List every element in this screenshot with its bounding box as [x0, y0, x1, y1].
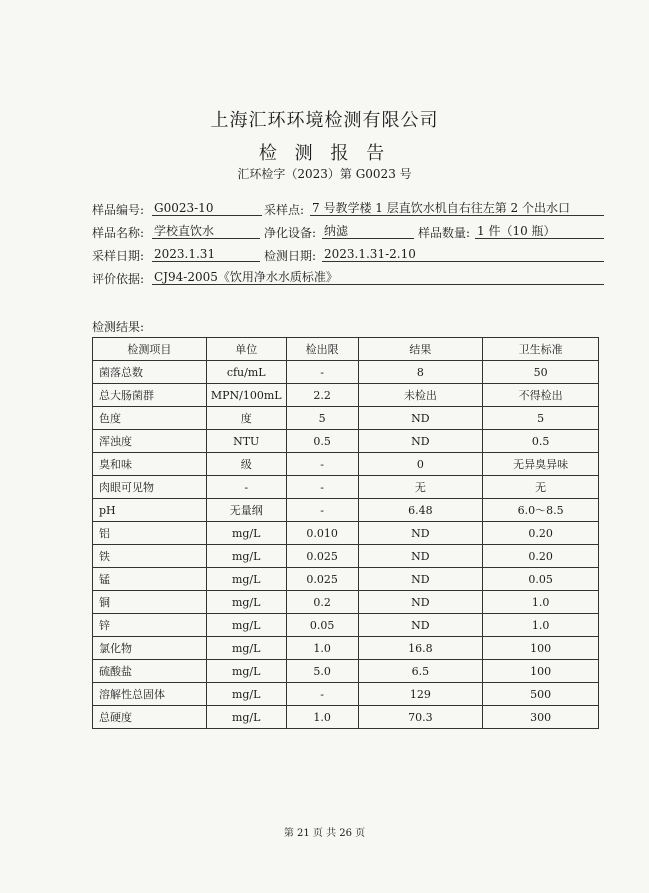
table-row: [93, 522, 599, 545]
cell-result: 0: [358, 453, 483, 476]
cell-result: 129: [358, 683, 483, 706]
cell-detection-limit: -: [286, 499, 358, 522]
cell-unit: mg/L: [206, 591, 286, 614]
cell-standard: 0.05: [483, 568, 599, 591]
table-row: [93, 568, 599, 591]
cell-item: 总硬度: [93, 706, 207, 729]
cell-detection-limit: 2.2: [286, 384, 358, 407]
cell-standard: 不得检出: [483, 384, 599, 407]
header-unit: 单位: [206, 338, 286, 361]
cell-unit: NTU: [206, 430, 286, 453]
basis-value: CJ94-2005《饮用净水水质标准》: [152, 270, 604, 285]
table-row: [93, 660, 599, 683]
cell-result: 8: [358, 361, 483, 384]
cell-detection-limit: 0.05: [286, 614, 358, 637]
cell-item: pH: [93, 499, 207, 522]
sampling-point-label: 采样点:: [264, 203, 305, 217]
company-name: 上海汇环环境检测有限公司: [210, 110, 439, 131]
cell-detection-limit: -: [286, 361, 358, 384]
cell-result: ND: [358, 430, 483, 453]
table-row: [93, 384, 599, 407]
cell-standard: 100: [483, 637, 599, 660]
cell-result: ND: [358, 568, 483, 591]
table-row: [93, 706, 599, 729]
cell-unit: 无量纲: [206, 499, 286, 522]
sample-name-value: 学校直饮水: [152, 224, 260, 239]
cell-standard: 无: [483, 476, 599, 499]
cell-item: 溶解性总固体: [93, 683, 207, 706]
cell-detection-limit: 0.025: [286, 568, 358, 591]
sample-name-label: 样品名称:: [92, 226, 145, 240]
cell-item: 氯化物: [93, 637, 207, 660]
header-standard: 卫生标准: [483, 338, 599, 361]
table-row: [93, 407, 599, 430]
cell-standard: 6.0～8.5: [483, 499, 599, 522]
table-row: [93, 545, 599, 568]
cell-unit: mg/L: [206, 522, 286, 545]
header-result: 结果: [358, 338, 483, 361]
cell-detection-limit: 5: [286, 407, 358, 430]
results-table: [92, 337, 599, 729]
cell-standard: 300: [483, 706, 599, 729]
cell-result: ND: [358, 522, 483, 545]
cell-detection-limit: -: [286, 683, 358, 706]
cell-standard: 50: [483, 361, 599, 384]
table-row: [93, 637, 599, 660]
report-number: 汇环检字（2023）第 G0023 号: [237, 167, 412, 181]
cell-result: 6.5: [358, 660, 483, 683]
cell-detection-limit: -: [286, 453, 358, 476]
cell-unit: 级: [206, 453, 286, 476]
cell-standard: 1.0: [483, 614, 599, 637]
cell-detection-limit: 0.025: [286, 545, 358, 568]
header-detection-limit: 检出限: [286, 338, 358, 361]
cell-standard: 0.5: [483, 430, 599, 453]
cell-item: 臭和味: [93, 453, 207, 476]
cell-standard: 5: [483, 407, 599, 430]
cell-result: ND: [358, 407, 483, 430]
cell-unit: mg/L: [206, 706, 286, 729]
table-header-row: [93, 338, 599, 361]
sample-no-label: 样品编号:: [92, 203, 145, 217]
cell-detection-limit: 1.0: [286, 637, 358, 660]
cell-result: ND: [358, 591, 483, 614]
sample-no-value: G0023-10: [152, 201, 262, 216]
cell-item: 浑浊度: [93, 430, 207, 453]
cell-unit: mg/L: [206, 614, 286, 637]
table-row: [93, 683, 599, 706]
cell-item: 铁: [93, 545, 207, 568]
cell-standard: 0.20: [483, 522, 599, 545]
quantity-value: 1 件（10 瓶）: [475, 224, 604, 239]
cell-item: 色度: [93, 407, 207, 430]
sampling-point-value: 7 号教学楼 1 层直饮水机自右往左第 2 个出水口: [310, 201, 604, 216]
cell-standard: 0.20: [483, 545, 599, 568]
table-row: [93, 361, 599, 384]
cell-unit: mg/L: [206, 568, 286, 591]
cell-result: 70.3: [358, 706, 483, 729]
results-label: 检测结果:: [92, 320, 145, 334]
sampling-date-label: 采样日期:: [92, 249, 145, 263]
cell-item: 锌: [93, 614, 207, 637]
cell-item: 锰: [93, 568, 207, 591]
header-item: 检测项目: [93, 338, 207, 361]
cell-detection-limit: 1.0: [286, 706, 358, 729]
cell-result: ND: [358, 614, 483, 637]
table-row: [93, 453, 599, 476]
cell-unit: 度: [206, 407, 286, 430]
test-date-value: 2023.1.31-2.10: [322, 247, 604, 262]
cell-item: 铝: [93, 522, 207, 545]
cell-unit: mg/L: [206, 683, 286, 706]
table-row: [93, 430, 599, 453]
cell-unit: cfu/mL: [206, 361, 286, 384]
quantity-label: 样品数量:: [418, 226, 471, 240]
cell-detection-limit: 0.2: [286, 591, 358, 614]
cell-item: 菌落总数: [93, 361, 207, 384]
table-row: [93, 476, 599, 499]
cell-item: 总大肠菌群: [93, 384, 207, 407]
cell-item: 肉眼可见物: [93, 476, 207, 499]
cell-unit: -: [206, 476, 286, 499]
purifier-value: 纳滤: [322, 224, 414, 239]
cell-result: 无: [358, 476, 483, 499]
purifier-label: 净化设备:: [264, 226, 317, 240]
cell-result: 6.48: [358, 499, 483, 522]
sampling-date-value: 2023.1.31: [152, 247, 260, 262]
cell-detection-limit: -: [286, 476, 358, 499]
cell-result: ND: [358, 545, 483, 568]
cell-unit: mg/L: [206, 545, 286, 568]
cell-item: 铜: [93, 591, 207, 614]
cell-item: 硫酸盐: [93, 660, 207, 683]
table-row: [93, 614, 599, 637]
cell-unit: MPN/100mL: [206, 384, 286, 407]
table-row: [93, 499, 599, 522]
cell-result: 16.8: [358, 637, 483, 660]
cell-standard: 500: [483, 683, 599, 706]
cell-detection-limit: 5.0: [286, 660, 358, 683]
cell-standard: 1.0: [483, 591, 599, 614]
cell-standard: 100: [483, 660, 599, 683]
table-row: [93, 591, 599, 614]
cell-result: 未检出: [358, 384, 483, 407]
basis-label: 评价依据:: [92, 272, 145, 286]
cell-standard: 无异臭异味: [483, 453, 599, 476]
cell-detection-limit: 0.010: [286, 522, 358, 545]
cell-unit: mg/L: [206, 660, 286, 683]
page-footer: 第 21 页 共 26 页: [283, 828, 366, 839]
cell-unit: mg/L: [206, 637, 286, 660]
report-title: 检 测 报 告: [258, 143, 391, 164]
cell-detection-limit: 0.5: [286, 430, 358, 453]
test-date-label: 检测日期:: [264, 249, 317, 263]
